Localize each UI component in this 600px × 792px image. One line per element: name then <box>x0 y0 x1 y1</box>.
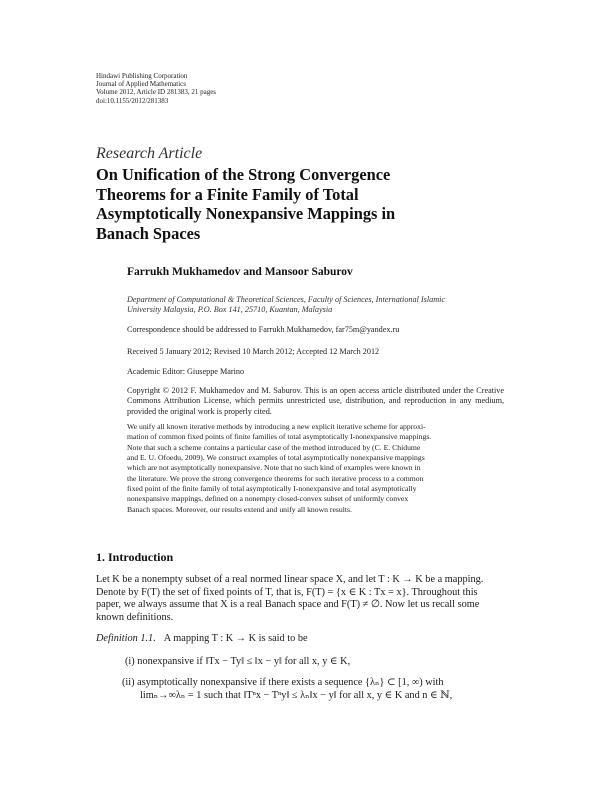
correspondence: Correspondence should be addressed to Farrukh Mukhamedov, far75m@yandex.ru <box>127 325 400 334</box>
title-line: Asymptotically Nonexpansive Mappings in <box>96 204 396 224</box>
section-heading: 1. Introduction <box>96 550 174 564</box>
paragraph-line: Let K be a nonempty subset of a real normed linear space X, and let T : K → K be a mapping. <box>96 574 484 585</box>
abstract-line: We unify all known iterative methods by introducing a new explicit iterative scheme for approxi- <box>127 422 426 431</box>
definition-item-nonexpansive: (i) nonexpansive if ‖Tx − Ty‖ ≤ ‖x − y‖ for all x, y ∈ K, <box>125 656 351 667</box>
affiliation-line: Department of Computational & Theoretical Sciences, Faculty of Sciences, International Islamic <box>127 295 446 304</box>
abstract-line: the literature. We prove the strong convergence theorems for such iterative process to a common <box>127 473 424 483</box>
abstract <box>127 422 504 515</box>
journal-line: Journal of Applied Mathematics <box>96 80 187 89</box>
abstract-line: and E. U. Ofoedu, 2009). We construct examples of total asymptotically nonexpansive mappings <box>127 453 425 463</box>
introduction-paragraph <box>96 574 504 624</box>
article-type: Research Article <box>96 145 203 162</box>
title-line: Banach Spaces <box>96 223 201 243</box>
definition-item-asymptotic-cont: limₙ→∞λₙ = 1 such that ‖Tⁿx − Tⁿy‖ ≤ λₙ‖x − y‖ for all x, y ∈ K and n ∈ ℕ, <box>140 690 453 701</box>
abstract-line: Banach spaces. Moreover, our results extend and unify all known results. <box>127 504 352 514</box>
academic-editor: Academic Editor: Giuseppe Marino <box>127 367 245 376</box>
title-line: On Unification of the Strong Convergence <box>96 165 391 184</box>
abstract-line: which are not asymptotically nonexpansive. Note that no such kind of examples were known in <box>127 463 421 473</box>
title-line: Theorems for a Finite Family of Total <box>96 184 359 204</box>
copyright-notice: Copyright © 2012 F. Mukhamedov and M. Saburov. This is an open access article distributed under the Creative Commons Attribution License, which permits unrestricted use, distribution, and reproduction in any medium, provided the original work is properly cited. <box>127 386 504 416</box>
publisher-line: Hindawi Publishing Corporation <box>96 72 188 80</box>
abstract-line: mation of common fixed points of finite families of total asymptotically I-nonexpansive mappings. <box>127 432 432 442</box>
authors: Farrukh Mukhamedov and Mansoor Saburov <box>127 266 353 278</box>
affiliation-line: University Malaysia, P.O. Box 141, 25710, Kuantan, Malaysia <box>127 305 333 315</box>
affiliation <box>127 295 517 316</box>
abstract-line: nonexpansive mappings, defined on a nonempty closed-convex subset of uniformly convex <box>127 494 409 504</box>
paragraph-line: paper, we always assume that X is a real Banach space and F(T) ≠ ∅. Now let us recall some <box>96 599 480 611</box>
paragraph-line: Denote by F(T) the set of fixed points of T, that is, F(T) = {x ∈ K : Tx = x}. Throughout this <box>96 586 478 598</box>
abstract-line: fixed point of the finite family of total asymptotically I-nonexpansive and total asymptotically <box>127 484 417 494</box>
definition <box>96 633 308 644</box>
volume-line: Volume 2012, Article ID 281383, 21 pages <box>96 88 217 97</box>
paragraph-line: known definitions. <box>96 611 174 623</box>
definition-text: A mapping T : K → K is said to be <box>163 633 308 644</box>
definition-label: Definition 1.1. <box>96 633 156 644</box>
doi-line: doi:10.1155/2012/281383 <box>96 96 169 105</box>
abstract-line: Note that such a scheme contains a particular case of the method introduced by (C. E. Chidume <box>127 442 421 452</box>
journal-header <box>96 72 396 105</box>
paper-title <box>96 165 516 243</box>
definition-item-asymptotic: (ii) asymptotically nonexpansive if there exists a sequence {λₙ} ⊂ [1, ∞) with <box>122 677 444 688</box>
publication-dates: Received 5 January 2012; Revised 10 March 2012; Accepted 12 March 2012 <box>127 347 380 356</box>
